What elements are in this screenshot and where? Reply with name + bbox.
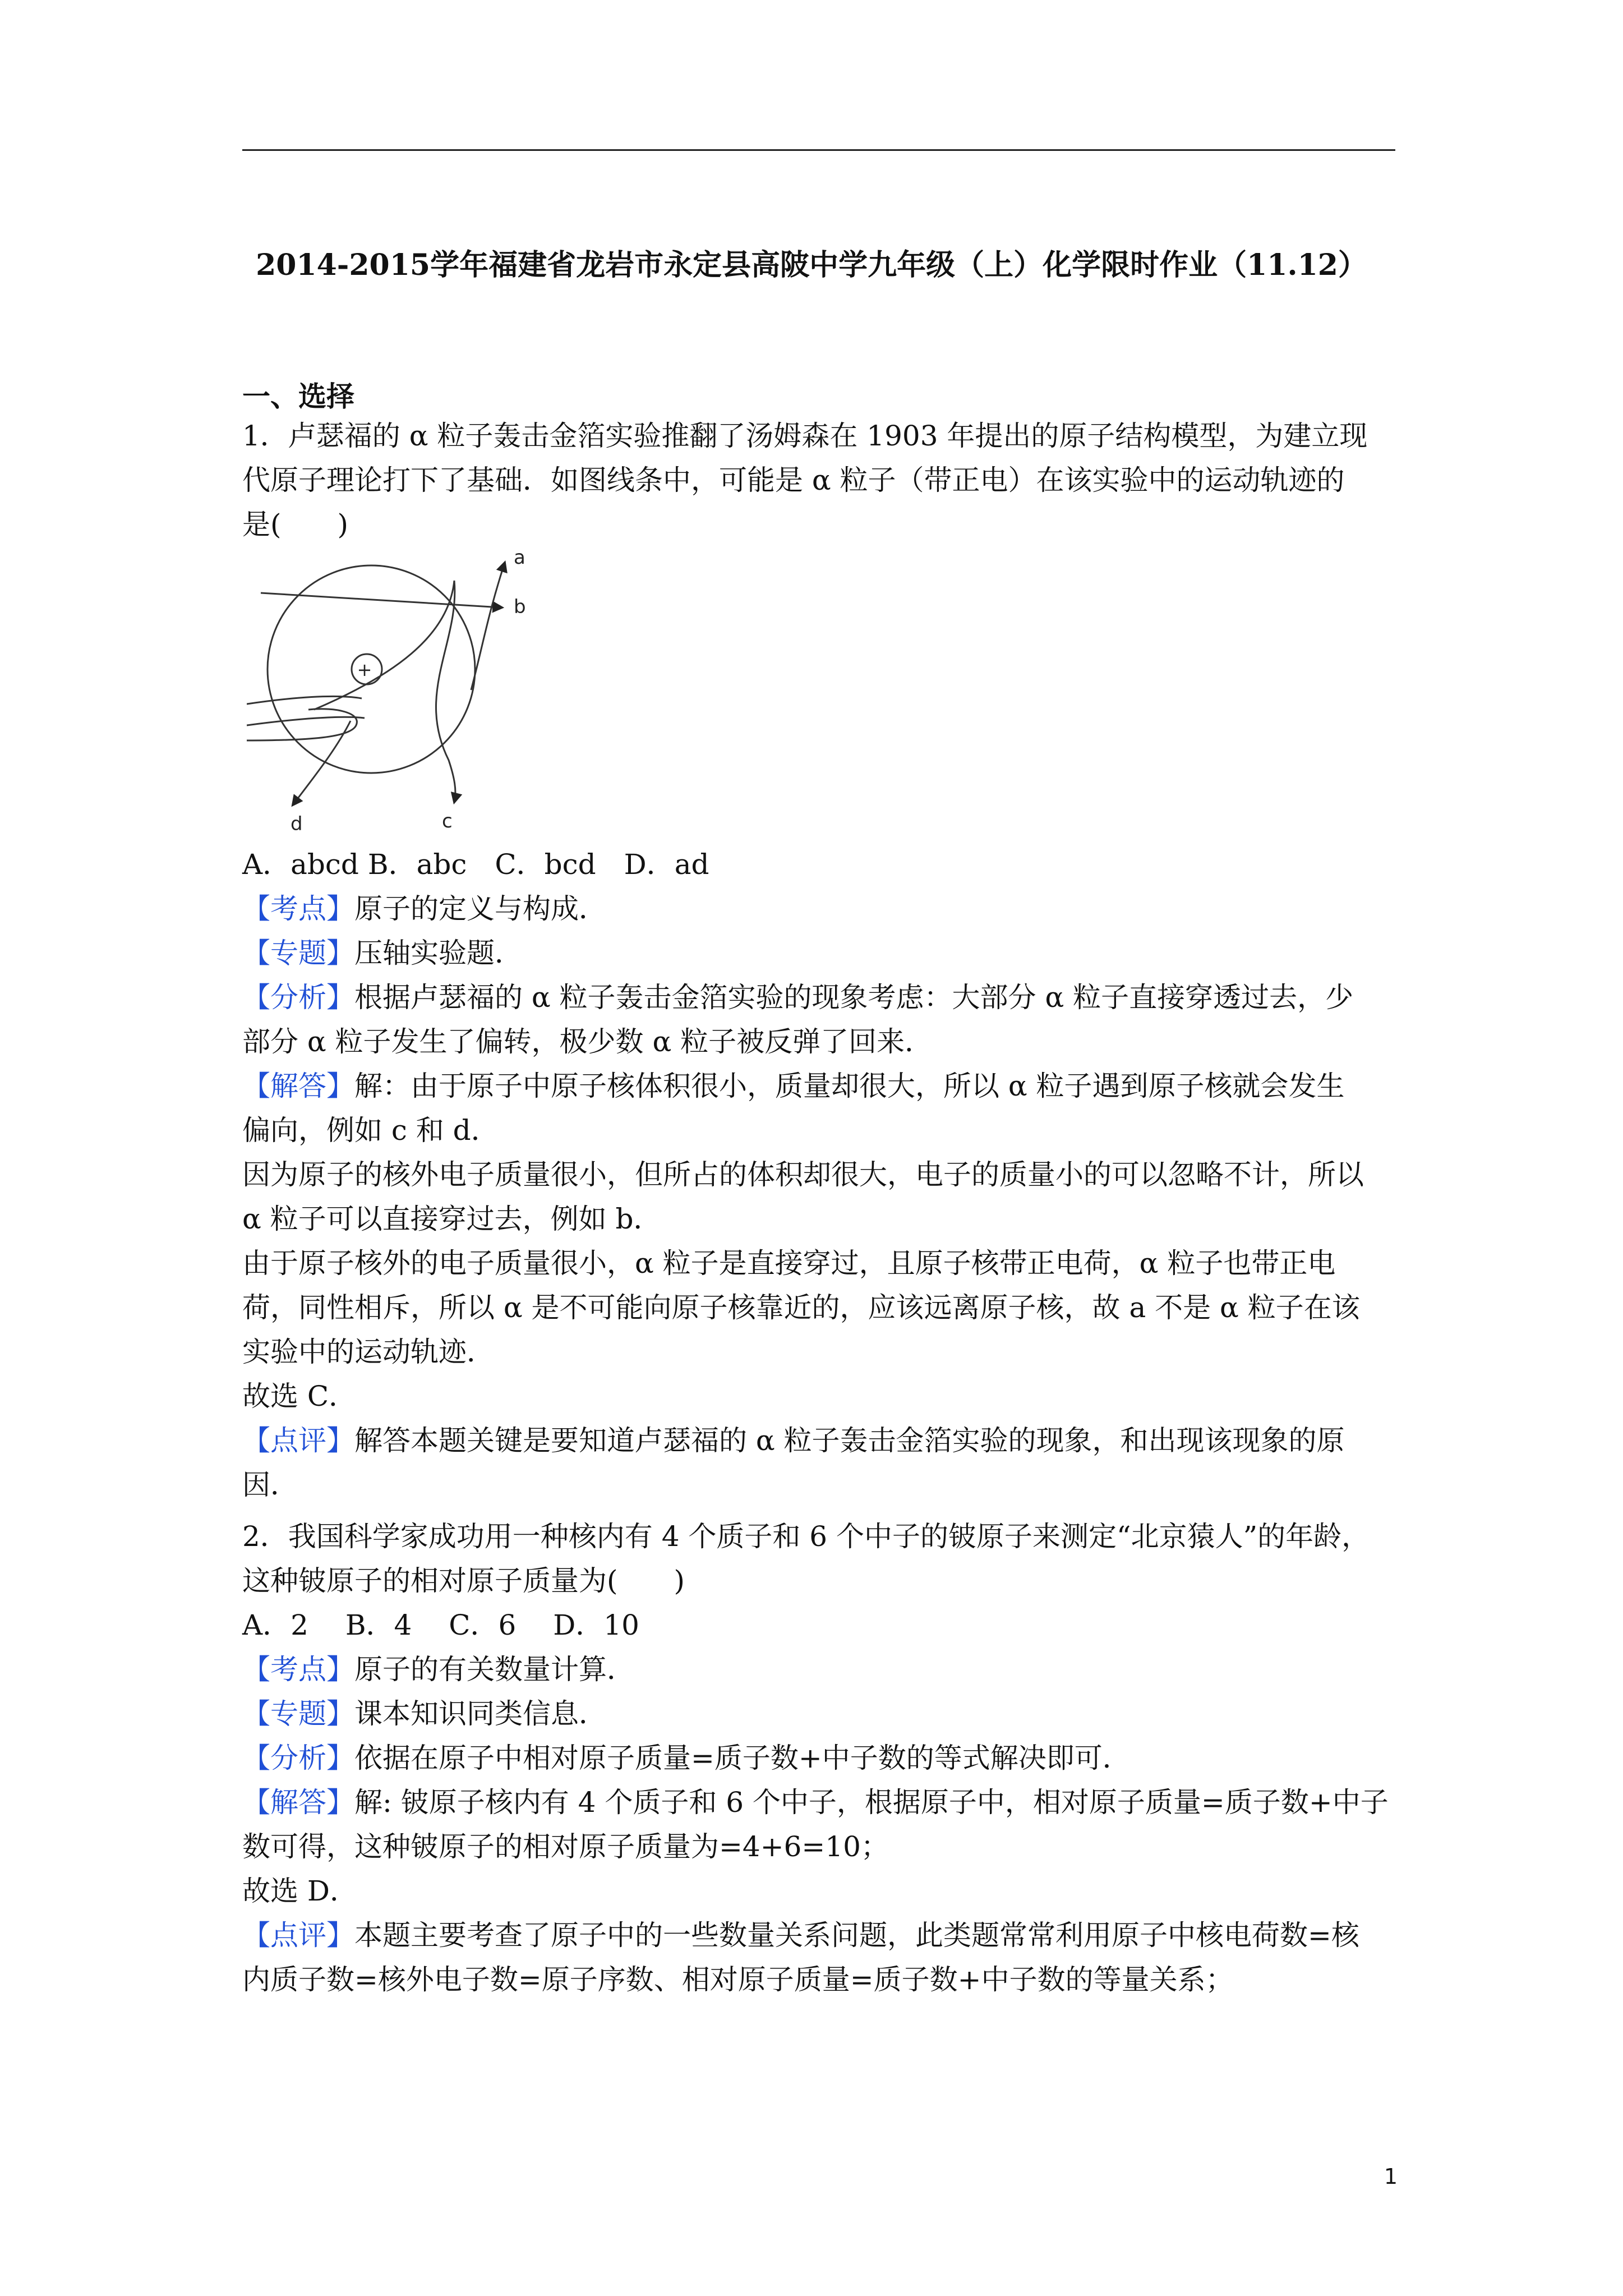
text-line: 代原子理论打下了基础．如图线条中，可能是 α 粒子（带正电）在该实验中的运动轨迹的 [242, 464, 1345, 496]
dianping-text: 解答本题关键是要知道卢瑟福的 α 粒子轰击金箔实验的现象，和出现该现象的原 [354, 1424, 1345, 1457]
label-a: a [514, 547, 525, 569]
kaodian-tag: 【考点】 [242, 892, 354, 925]
text-line: 偏向，例如 c 和 d． [242, 1114, 499, 1147]
text-line: 数可得，这种铍原子的相对原子质量为=4+6=10； [242, 1830, 889, 1863]
jieda-line [242, 1064, 1403, 1108]
document-title: 2014-2015学年福建省龙岩市永定县高陂中学九年级（上）化学限时作业（11.12） [256, 248, 1367, 282]
zhuanti-tag: 【专题】 [242, 1697, 354, 1730]
text-line: 实验中的运动轨迹． [242, 1336, 495, 1368]
text-line: 1．卢瑟福的 α 粒子轰击金箔实验推翻了汤姆森在 1903 年提出的原子结构模型，为建立现 [242, 420, 1368, 452]
jieda-tag: 【解答】 [242, 1070, 354, 1102]
zhuanti-text: 课本知识同类信息． [354, 1697, 607, 1730]
incoming-line-2 [247, 717, 365, 725]
question-1-options: A．abcd B．abc C．bcd D．ad [242, 848, 709, 881]
kaodian-text: 原子的定义与构成． [354, 892, 607, 925]
text-line: 由于原子核外的电子质量很小，α 粒子是直接穿过，且原子核带正电荷，α 粒子也带正电 [242, 1247, 1336, 1280]
text-line: 内质子数=核外电子数=原子序数、相对原子质量=质子数+中子数的等量关系； [242, 1963, 1234, 1996]
fenxi-line [242, 1736, 1403, 1780]
fenxi-tag: 【分析】 [242, 1742, 354, 1774]
incoming-line-1 [247, 696, 362, 704]
dianping-line [242, 1419, 1403, 1463]
text-line: 是( ) [242, 508, 349, 541]
question-2-options: A．2 B．4 C．6 D．10 [242, 1609, 639, 1641]
trajectory-b [261, 593, 502, 608]
text-line: 部分 α 粒子发生了偏转，极少数 α 粒子被反弹了回来． [242, 1025, 933, 1058]
trajectory-reflect [247, 709, 357, 740]
text-line: 这种铍原子的相对原子质量为( ) [242, 1565, 685, 1597]
fenxi-tag: 【分析】 [242, 981, 354, 1014]
alpha-scattering-figure [247, 547, 550, 839]
text-line: 2．我国科学家成功用一种核内有 4 个质子和 6 个中子的铍原子来测定“北京猿人”的年龄， [242, 1520, 1370, 1553]
kaodian-tag: 【考点】 [242, 1653, 354, 1686]
text-line: 故选 C． [242, 1380, 357, 1412]
section-heading: 一、选择 [242, 380, 354, 413]
text-line: 荷，同性相斥，所以 α 是不可能向原子核靠近的，应该远离原子核，故 a 不是 α 粒子在该 [242, 1291, 1360, 1324]
nucleus-plus-label: + [357, 659, 372, 680]
kaodian-line [242, 1648, 1403, 1692]
trajectory-c [314, 581, 455, 802]
fenxi-text: 依据在原子中相对原子质量=质子数+中子数的等式解决即可． [354, 1742, 1131, 1774]
label-b: b [514, 596, 526, 618]
zhuanti-line [242, 931, 1403, 976]
label-c: c [442, 810, 453, 832]
fenxi-text: 根据卢瑟福的 α 粒子轰击金箔实验的现象考虑：大部分 α 粒子直接穿透过去，少 [354, 981, 1354, 1014]
label-d: d [291, 813, 303, 835]
dianping-tag: 【点评】 [242, 1919, 354, 1952]
dianping-line [242, 1913, 1403, 1958]
text-line: 因为原子的核外电子质量很小，但所占的体积却很大，电子的质量小的可以忽略不计，所以 [242, 1158, 1364, 1191]
question-1-stem [242, 414, 1403, 547]
jieda-text: 解: 铍原子核内有 4 个质子和 6 个中子，根据原子中，相对原子质量=质子数+中子 [354, 1786, 1389, 1819]
fenxi-line [242, 976, 1403, 1020]
page-number: 1 [1384, 2164, 1398, 2189]
dianping-tag: 【点评】 [242, 1424, 354, 1457]
dianping-text: 本题主要考查了原子中的一些数量关系问题，此类题常常利用原子中核电荷数=核 [354, 1919, 1359, 1952]
trajectory-a [471, 563, 505, 690]
zhuanti-line [242, 1692, 1403, 1736]
jieda-tag: 【解答】 [242, 1786, 354, 1819]
question-2 [242, 1515, 1403, 2002]
header-rule [242, 149, 1395, 151]
zhuanti-text: 压轴实验题． [354, 937, 523, 969]
zhuanti-tag: 【专题】 [242, 937, 354, 969]
text-line: 因． [242, 1469, 298, 1501]
question-1-body [242, 843, 1403, 1507]
text-line: 故选 D． [242, 1875, 358, 1907]
text-line: α 粒子可以直接穿过去，例如 b． [242, 1203, 662, 1235]
jieda-line [242, 1780, 1403, 1825]
kaodian-line [242, 887, 1403, 931]
kaodian-text: 原子的有关数量计算． [354, 1653, 635, 1686]
jieda-text: 解：由于原子中原子核体积很小，质量却很大，所以 α 粒子遇到原子核就会发生 [354, 1070, 1345, 1102]
